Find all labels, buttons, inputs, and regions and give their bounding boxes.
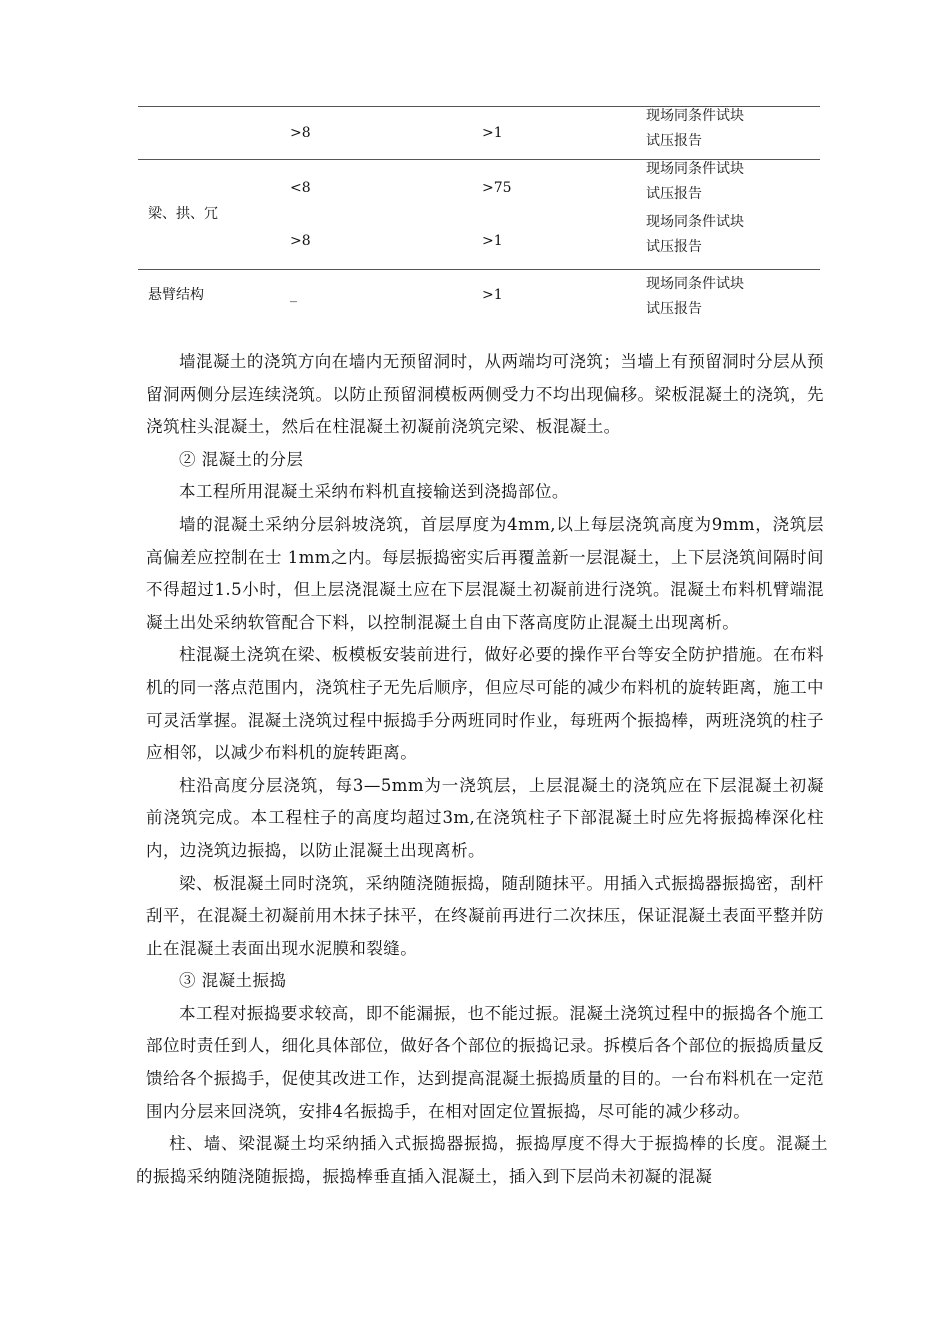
table-cell-component: 梁、拱、冗 — [148, 206, 218, 222]
paragraph: 墙的混凝土采纳分层斜坡浇筑，首层厚度为4mm,以上每层浇筑高度为9mm，浇筑层高偏差应控制在士 1mm之内。每层振捣密实后再覆盖新一层混凝土，上下层浇筑间隔时间不得超过1.5小时，但上层浇混凝土应在下层混凝土初凝前进行浇筑。混凝土布料机臂端混凝土出处采纳软管配合下料，以控制混凝土自由下落高度防止混凝土出现离析。 — [146, 514, 824, 632]
table-cell-basis: 试压报告 — [646, 239, 702, 255]
paragraph: 本工程对振捣要求较高，即不能漏振，也不能过振。混凝土浇筑过程中的振捣各个施工部位时责任到人，细化具体部位，做好各个部位的振捣记录。拆模后各个部位的振捣质量反馈给各个振捣手，促使其改进工作，达到提高混凝土振捣质量的目的。一台布料机在一定范围内分层来回浇筑，安排4名振捣手，在相对固定位置振捣，尽可能的减少移动。 — [146, 1003, 824, 1121]
paragraph: 墙混凝土的浇筑方向在墙内无预留洞时，从两端均可浇筑；当墙上有预留洞时分层从预留洞两侧分层连续浇筑。以防止预留洞模板两侧受力不均出现偏移。梁板混凝土的浇筑，先浇筑柱头混凝土，然后在柱混凝土初凝前浇筑完梁、板混凝土。 — [146, 352, 824, 437]
paragraph: 本工程所用混凝土采纳布料机直接输送到浇捣部位。 — [179, 482, 569, 502]
table-cell-strength: >1 — [482, 287, 503, 303]
paragraph: 梁、板混凝土同时浇筑，采纳随浇随振捣，随刮随抹平。用插入式振捣器振捣密，刮杆刮平，在混凝土初凝前用木抹子抹平，在终凝前再进行二次抹压，保证混凝土表面平整并防止在混凝土表面出现水泥膜和裂缝。 — [146, 873, 824, 958]
table-cell-span: >8 — [290, 125, 311, 141]
table-cell-strength: >1 — [482, 233, 503, 249]
table-cell-span: >8 — [290, 233, 311, 249]
table-cell-strength: >75 — [482, 180, 512, 196]
table-cell-span: <8 — [290, 180, 311, 196]
table-cell-component: 悬臂结构 — [148, 287, 204, 303]
table-rule — [138, 269, 820, 270]
paragraph: 柱混凝土浇筑在梁、板模板安装前进行，做好必要的操作平台等安全防护措施。在布料机的同一落点范围内，浇筑柱子无先后顺序，但应尽可能的减少布料机的旋转距离，施工中可灵活掌握。混凝土浇筑过程中振捣手分两班同时作业，每班两个振捣棒，两班浇筑的柱子应相邻，以减少布料机的旋转距离。 — [146, 645, 824, 763]
paragraph: 柱、墙、梁混凝土均采纳插入式振捣器振捣，振捣厚度不得大于振捣棒的长度。混凝土的振捣采纳随浇随振捣，振捣棒垂直插入混凝土，插入到下层尚未初凝的混凝 — [136, 1134, 828, 1186]
section-heading: ③ 混凝土振捣 — [179, 971, 287, 991]
table-cell-basis: 试压报告 — [646, 301, 702, 317]
table-cell-basis: 现场同条件试块 — [646, 214, 744, 230]
body-text — [136, 346, 828, 1193]
table-cell-basis: 现场同条件试块 — [646, 108, 744, 124]
paragraph: 柱沿高度分层浇筑，每3—5mm为一浇筑层，上层混凝土的浇筑应在下层混凝土初凝前浇筑完成。本工程柱子的高度均超过3m,在浇筑柱子下部混凝土时应先将振捣棒深化柱内，边浇筑边振捣，以防止混凝土出现离析。 — [146, 775, 824, 860]
table-cell-basis: 现场同条件试块 — [646, 161, 744, 177]
table-cell-basis: 试压报告 — [646, 186, 702, 202]
table-cell-strength: >1 — [482, 125, 503, 141]
table-cell-basis: 试压报告 — [646, 133, 702, 149]
table-cell-span: _ — [290, 287, 297, 303]
table-cell-basis: 现场同条件试块 — [646, 276, 744, 292]
section-heading: ② 混凝土的分层 — [179, 449, 304, 469]
